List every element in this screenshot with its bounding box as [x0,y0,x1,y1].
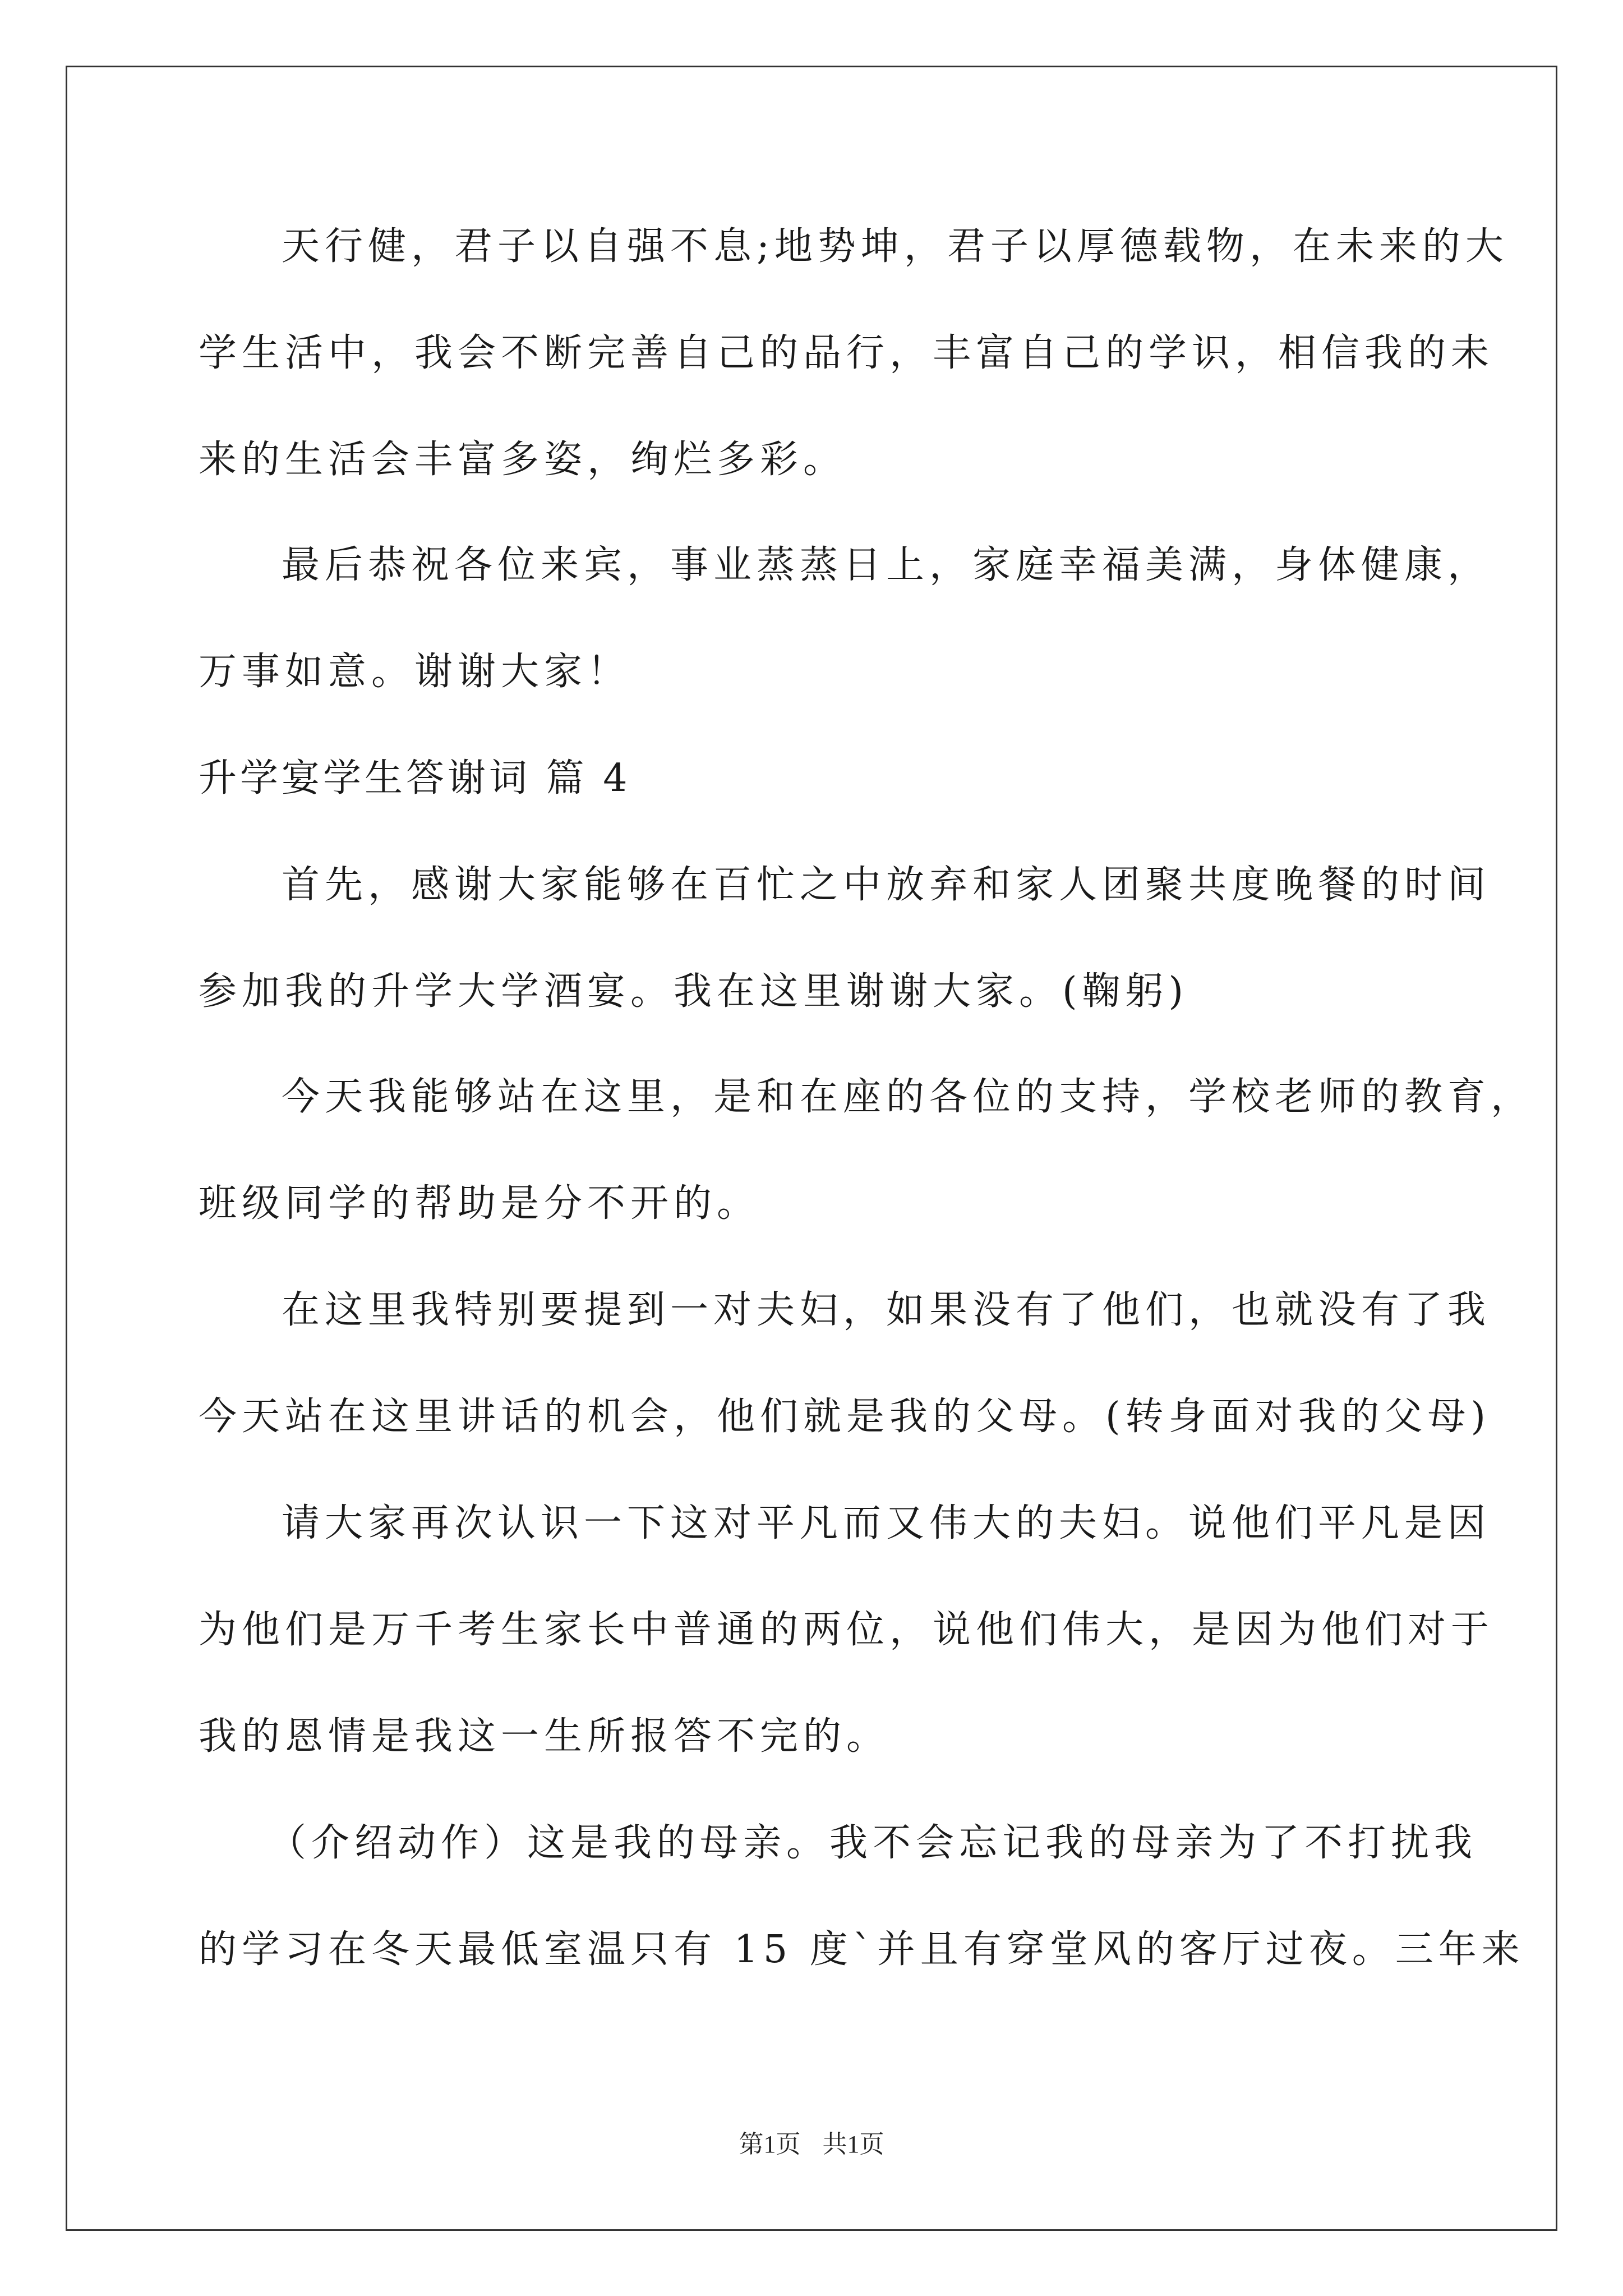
paragraph-line: 今天我能够站在这里，是和在座的各位的支持，学校老师的教育， [282,1075,1534,1119]
paragraph-line: 为他们是万千考生家长中普通的两位，说他们伟大，是因为他们对于 [199,1608,1495,1652]
page-count: 共1页 [822,2131,884,2158]
section-heading: 升学宴学生答谢词 篇 4 [199,756,631,800]
paragraph-line: 首先，感谢大家能够在百忙之中放弃和家人团聚共度晚餐的时间 [282,863,1491,907]
paragraph-line: 参加我的升学大学酒宴。我在这里谢谢大家。(鞠躬) [199,969,1189,1014]
paragraph-line: 请大家再次认识一下这对平凡而又伟大的夫妇。说他们平凡是因 [282,1501,1491,1545]
paragraph-line: 最后恭祝各位来宾，事业蒸蒸日上，家庭幸福美满，身体健康， [282,543,1491,587]
paragraph-line: 今天站在这里讲话的机会，他们就是我的父母。(转身面对我的父母) [199,1395,1491,1439]
page-number: 第1页 [739,2131,801,2158]
paragraph-line: 学生活中，我会不断完善自己的品行，丰富自己的学识，相信我的未 [199,331,1495,375]
paragraph-line: 班级同学的帮助是分不开的。 [199,1181,760,1226]
paragraph-line: （介绍动作）这是我的母亲。我不会忘记我的母亲为了不打扰我 [268,1821,1478,1865]
paragraph-line: 我的恩情是我这一生所报答不完的。 [199,1714,890,1759]
page-border [66,66,1557,2231]
paragraph-line: 来的生活会丰富多姿，绚烂多彩。 [199,438,847,482]
paragraph-line: 天行健，君子以自强不息;地势坤，君子以厚德载物，在未来的大 [282,224,1509,269]
paragraph-line: 在这里我特别要提到一对夫妇，如果没有了他们，也就没有了我 [282,1288,1491,1332]
paragraph-line: 万事如意。谢谢大家！ [199,650,631,694]
page-footer [0,2129,1623,2160]
paragraph-line: 的学习在冬天最低室温只有 15 度`并且有穿堂风的客厅过夜。三年来 [199,1927,1525,1972]
